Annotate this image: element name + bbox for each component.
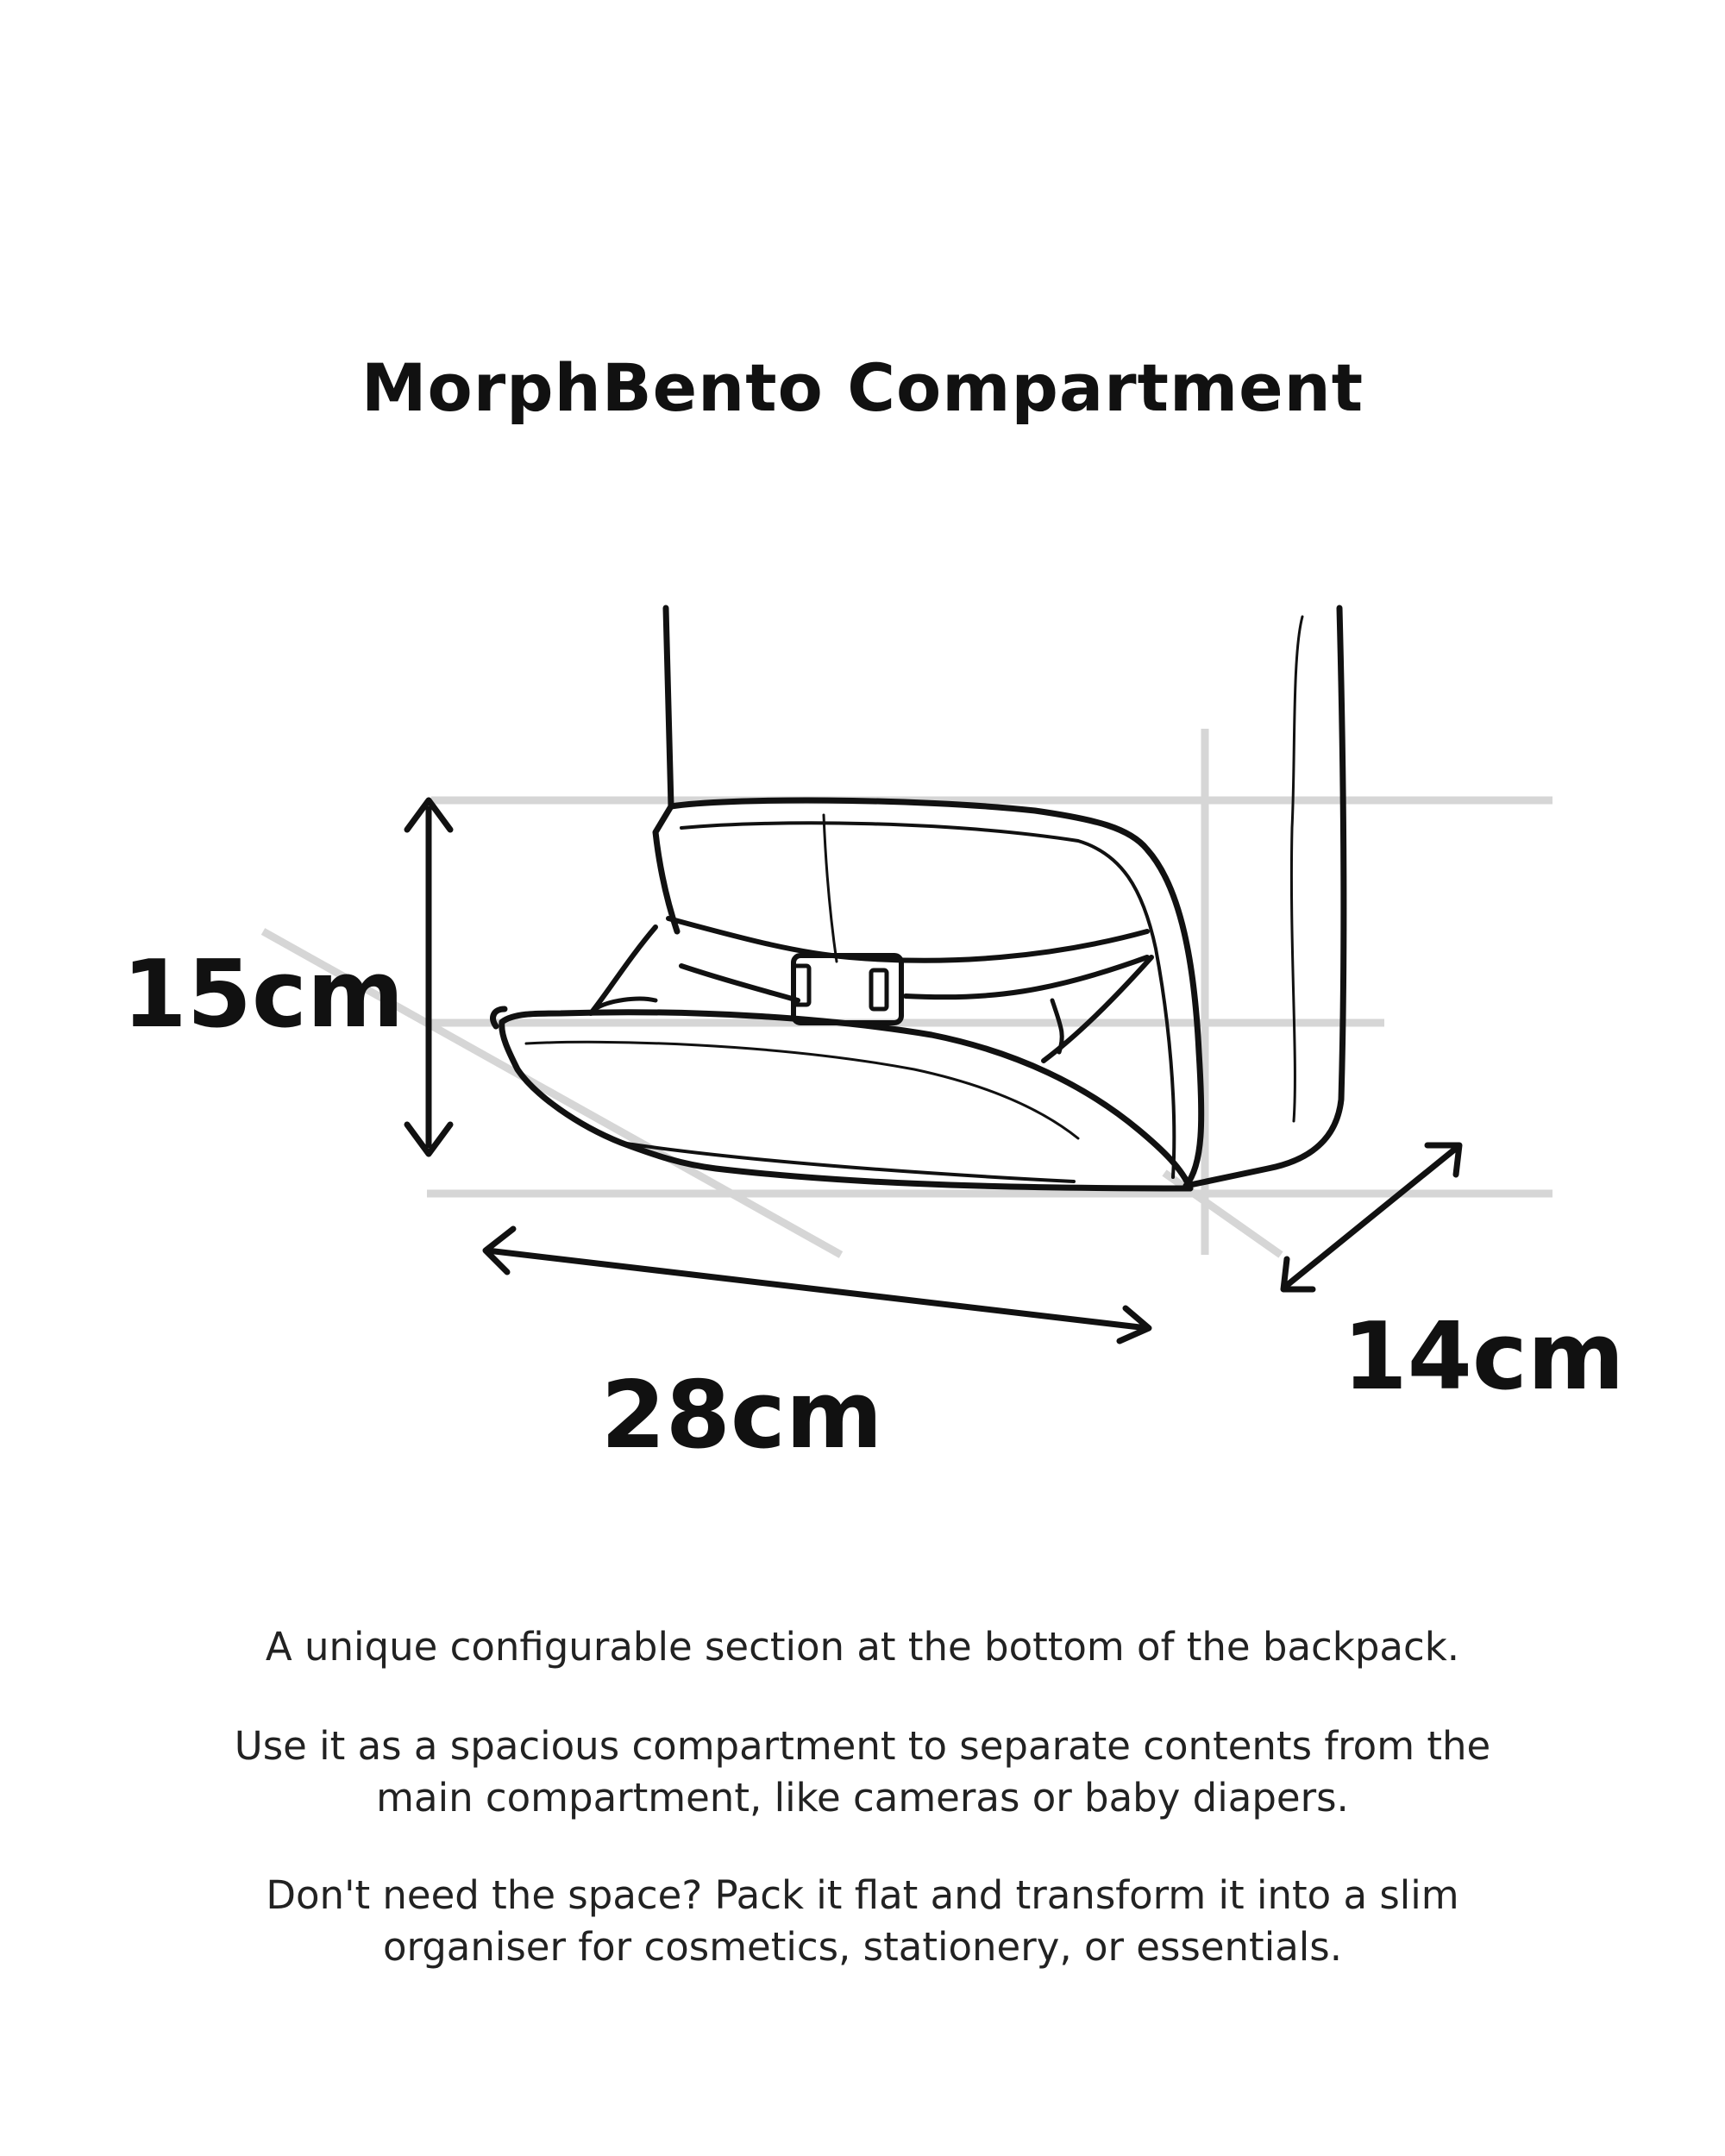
page-title: MorphBento Compartment xyxy=(361,349,1364,426)
description-p3-line1: Don't need the space? Pack it flat and transform it into a slim xyxy=(266,1872,1459,1918)
flap-outline xyxy=(502,1012,1190,1188)
compartment-strap-top xyxy=(668,918,1147,961)
backpack-sketch xyxy=(493,608,1344,1188)
depth-label: 14cm xyxy=(1342,1303,1625,1411)
guide-lines xyxy=(263,729,1552,1255)
compartment-frame-inner xyxy=(681,823,1174,1177)
flap-support-left xyxy=(595,999,656,1009)
dimension-arrows xyxy=(407,800,1459,1341)
height-label: 15cm xyxy=(122,941,405,1049)
compartment-strap-right xyxy=(906,957,1147,997)
description-p2-line2: main compartment, like cameras or baby diapers. xyxy=(376,1775,1349,1821)
width-label: 28cm xyxy=(600,1362,883,1470)
description-paragraph-3 xyxy=(172,1870,1552,1973)
compartment-frame xyxy=(671,800,1201,1186)
description-paragraph-1 xyxy=(172,1621,1552,1673)
backpack-left-edge xyxy=(666,608,671,806)
backpack-right-edge xyxy=(1186,608,1344,1186)
width-arrow-line xyxy=(487,1250,1147,1328)
backpack-inner-right-line xyxy=(1291,617,1302,1121)
compartment-center-seam xyxy=(824,815,837,962)
description-p3-line2: organiser for cosmetics, stationery, or essentials. xyxy=(382,1924,1343,1970)
guide-diag-right xyxy=(1164,1173,1281,1255)
compartment-strap-bottom xyxy=(681,966,798,1000)
description-p1: A unique configurable section at the bottom of the backpack. xyxy=(265,1624,1460,1670)
description-p2-line1: Use it as a spacious compartment to separate contents from the xyxy=(234,1723,1491,1769)
compartment-frame-left xyxy=(656,806,677,931)
depth-arrow-line xyxy=(1285,1147,1458,1287)
description-paragraph-2 xyxy=(172,1720,1552,1824)
buckle-slot-right xyxy=(871,970,887,1009)
